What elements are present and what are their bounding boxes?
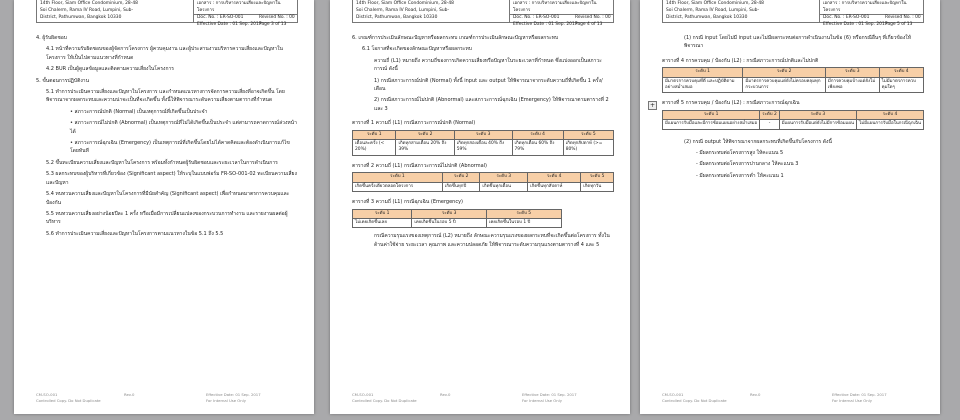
paragraph: 4.2 BUR เป็นผู้ดูแลข้อมูลและติดตามความเสี่ยงในโครงการ [46, 66, 174, 73]
paragraph: 5.5 ทบทวนความเสี่ยงอย่างน้อยปีละ 1 ครั้ง หรือเมื่อมีการเปลี่ยนแปลงของกระบวนการทำงาน และรายงานผลต่อผู้บริหาร [46, 210, 288, 226]
table-header-cell: ระดับ 4 [512, 130, 563, 139]
paragraph: 5.3 ผลกระทบของผู้บริหารที่เกี่ยวข้อง (Significant aspect) ให้ระบุในแบบฟอร์ม FR-SO-001-02 ทะเบียนความเสี่ยงและปัญหา [46, 171, 297, 186]
control-table-emergency [662, 110, 924, 130]
doc-number: Doc. No. : ER-SO-001 Effective Date : 01 Sep. 2017 [197, 15, 262, 27]
table-header-cell: ระดับ 4 [528, 173, 581, 182]
table-header-cell: ระดับ 3 [454, 130, 512, 139]
frequency-table-normal [352, 130, 614, 156]
table-header-cell: ระดับ 1 [353, 130, 396, 139]
table-header-cell: ระดับ 1 [353, 173, 443, 182]
table-header-cell: ระดับ 3 [480, 173, 528, 182]
document-page-3: 14th Floor, Siam Office Condominium, 28-48 Soi Chalerm, Rama IV Road, Lumpini, Sub- District, Pathumwan, Bangkok 10330 เอกสาร : การบริหารความเสี่ยงและปัญหาในโครงการ Doc. No. : ER-SO-001 Effective Date : 01 Sep. 2017 Revised No. : 00 Page 5 of 13 (1) กรณี input โดยไม่มี input และไม่มีผลกระทบต่อการดำเนินงานในข้อ (6) หรือกรณีอื่นๆ ที่เกี่ยวข้องให้พิจารณา ตารางที่ 4 การควบคุม / ป้องกัน (L2) : กรณีสภาวะการณ์ปกติและไม่ปกติ ระดับ 1 ระดับ 2 ระดับ 3 ระดับ 4 มีมาตรการควบคุมที่ดี และปฏิบัติตามอย่างสม่ำเสมอ มีมาตรการควบคุมแต่ยังไม่ครอบคลุมทุกกระบวนการ มีการควบคุมบ้างแต่ยังไม่เพียงพอ ไม่มีมาตรการควบคุมใดๆ + ตารางที่ 5 การควบคุม / ป้องกัน (L2) : กรณีสภาวะการณ์ฉุกเฉิน ระดับ 1 ระดับ 2 ระดับ 3 ระดับ 4 มีแผนการรับมือและมีการซ้อมแผนอย่างสม่ำเสมอ - มีแผนการรับมือแต่ยังไม่มีการซ้อมแผน ไม่มีแผนการรับมือในกรณีฉุกเฉิน (2) กรณี output ให้พิจารณาจากผลกระทบที่เกิดขึ้นกับโครงการ ดังนี้ - มีผลกระทบต่อโครงการสูง ให้คะแนน 5 - มีผลกระทบต่อโครงการปานกลาง ให้คะแนน 3 - มีผลกระทบต่อโครงการต่ำ ให้คะแนน 1 CM-SO-001 Controlled Copy. Do Not Duplicate Rev.0 Effective Date: 01 Sep. 2017 For Internal Use Only [640, 0, 940, 414]
section-heading: 5. ขั้นตอนการปฏิบัติงาน [36, 77, 90, 84]
frequency-table-emergency [352, 209, 562, 229]
paragraph: ความถี่ (L1) หมายถึง ความถี่ของการเกิดความเสี่ยงหรือปัญหาในระยะเวลาที่กำหนด ซึ่งแบ่งออกเป็นสภาวะการณ์ ดังนี้ [374, 57, 602, 73]
company-address-line: District, Pathumwan, Bangkok 10330 [666, 15, 748, 20]
table-cell: เกิดทุกสองเดือน 40% ถึง 59% [454, 140, 512, 156]
table-cell: เกิดขึ้นทุกเดือน [480, 182, 528, 191]
table-cell: ไม่มีแผนการรับมือในกรณีฉุกเฉิน [857, 120, 924, 129]
page-header [662, 0, 924, 27]
table-cell: มีมาตรการควบคุมที่ดี และปฏิบัติตามอย่างสม่ำเสมอ [663, 77, 743, 93]
table-header-cell: ระดับ 5 [486, 209, 561, 218]
bullet-item: - มีผลกระทบต่อโครงการปานกลาง ให้คะแนน 3 [696, 161, 799, 168]
company-address-line: 14th Floor, Siam Office Condominium, 28-48 [40, 1, 138, 6]
table-cell: มีแผนการรับมือและมีการซ้อมแผนอย่างสม่ำเสมอ [663, 120, 760, 129]
document-title: เอกสาร : การบริหารความเสี่ยงและปัญหาในโครงการ [513, 1, 597, 13]
table-caption: ตารางที่ 3 ความถี่ (L1) กรณีฉุกเฉิน (Emergency) [352, 199, 463, 206]
table-cell: เกิดขึ้นทุกปี [442, 182, 480, 191]
section-heading: 6. เกณฑ์การประเมินลักษณะปัญหาหรือผลกระทบ เกณฑ์การประเมินลักษณะปัญหาหรือผลกระทบ [352, 35, 559, 41]
list-item: (1) กรณี input โดยไม่มี input และไม่มีผลกระทบต่อการดำเนินงานในข้อ (6) หรือกรณีอื่นๆ ที่เกี่ยวข้องให้พิจารณา [684, 35, 911, 50]
page-body [352, 34, 614, 252]
table-cell: มีมาตรการควบคุมแต่ยังไม่ครอบคลุมทุกกระบวนการ [743, 77, 826, 93]
table-header-cell: ระดับ 2 [396, 130, 454, 139]
paragraph: 5.2 ขึ้นทะเบียนความเสี่ยงและปัญหาในโครงการ พร้อมทั้งกำหนดผู้รับผิดชอบและระยะเวลาในการดำเนินการ [46, 159, 278, 166]
list-item: (2) กรณี output ให้พิจารณาจากผลกระทบที่เกิดขึ้นกับโครงการ ดังนี้ [684, 138, 832, 145]
table-header-cell: ระดับ 3 [412, 209, 487, 218]
bullet-item: • สภาวะการณ์ฉุกเฉิน (Emergency) เป็นเหตุการณ์ที่เกิดขึ้นโดยไม่ได้คาดคิดและต้องดำเนินการแก้ไขโดยทันที [70, 140, 290, 155]
table-row [663, 120, 924, 129]
table-row [353, 140, 614, 156]
table-caption: ตารางที่ 2 ความถี่ (L1) กรณีสภาวะการณ์ไม่ปกติ (Abnormal) [352, 162, 487, 169]
document-title: เอกสาร : การบริหารความเสี่ยงและปัญหาในโครงการ [197, 1, 281, 13]
doc-number: Doc. No. : ER-SO-001 Effective Date : 01 Sep. 2017 [823, 15, 888, 27]
table-cell: เกิดขึ้นทุกสัปดาห์ [528, 182, 581, 191]
list-item: 1) กรณีสภาวะการณ์ปกติ (Normal) ทั้งนี้ input และ output ให้พิจารณาจากระดับความถี่ที่เกิดขึ้น 1 ครั้ง/เดือน [374, 77, 603, 93]
table-header-cell: ระดับ 2 [442, 173, 480, 182]
revision-info: Revised No. : 00 Page 3 of 13 [259, 15, 295, 27]
company-address-line: District, Pathumwan, Bangkok 10330 [356, 15, 438, 20]
paragraph: 5.6 ทำการประเมินความเสี่ยงและปัญหาในโครงการตามแนวทางในข้อ 5.1 ถึง 5.5 [46, 230, 224, 237]
subsection-heading: 6.1 โอกาสที่จะเกิดของลักษณะปัญหาหรือผลกระทบ [362, 46, 472, 53]
table-cell: ไม่มีมาตรการควบคุมใดๆ [879, 77, 923, 93]
revision-info: Revised No. : 00 Page 4 of 13 [575, 15, 611, 27]
document-page-1: 14th Floor, Siam Office Condominium, 28-48 Soi Chalerm, Rama IV Road, Lumpini, Sub- District, Pathumwan, Bangkok 10330 เอกสาร : การบริหารความเสี่ยงและปัญหาในโครงการ Doc. No. : ER-SO-001 Effective Date : 01 Sep. 2017 Revised No. : 00 Page 3 of 13 4. ผู้รับผิดชอบ 4.1 หน้าที่ความรับผิดชอบของผู้จัดการโครงการ ผู้ควบคุมงาน และผู้ประสานงานบริหารความเสี่ยงและปัญหาในโครงการ ให้เป็นไปตามแนวทางที่กำหนด 4.2 BUR เป็นผู้ดูแลข้อมูลและติดตามความเสี่ยงในโครงการ 5. ขั้นตอนการปฏิบัติงาน 5.1 ทำการประเมินความเสี่ยงและปัญหาในโครงการ และกำหนดแนวทางการจัดการความเสี่ยงที่อาจเกิดขึ้น โดยพิจารณาจากผลกระทบและความน่าจะเป็นที่จะเกิดขึ้น ทั้งนี้ให้พิจารณาระดับความเสี่ยงตามตารางที่กำหนด • สภาวะการณ์ปกติ (Normal) เป็นเหตุการณ์ที่เกิดขึ้นเป็นประจำ • สภาวะการณ์ไม่ปกติ (Abnormal) เป็นเหตุการณ์ที่ไม่ได้เกิดขึ้นเป็นประจำ แต่สามารถคาดการณ์ล่วงหน้าได้ • สภาวะการณ์ฉุกเฉิน (Emergency) เป็นเหตุการณ์ที่เกิดขึ้นโดยไม่ได้คาดคิดและต้องดำเนินการแก้ไขโดยทันที 5.2 ขึ้นทะเบียนความเสี่ยงและปัญหาในโครงการ พร้อมทั้งกำหนดผู้รับผิดชอบและระยะเวลาในการดำเนินการ 5.3 ผลกระทบของผู้บริหารที่เกี่ยวข้อง (Significant aspect) ให้ระบุในแบบฟอร์ม FR-SO-001-02 ทะเบียนความเสี่ยงและปัญหา 5.4 ทบทวนความเสี่ยงและปัญหาในโครงการที่มีนัยสำคัญ (Significant aspect) เพื่อกำหนดมาตรการควบคุมและป้องกัน 5.5 ทบทวนความเสี่ยงอย่างน้อยปีละ 1 ครั้ง หรือเมื่อมีการเปลี่ยนแปลงของกระบวนการทำงาน และรายงานผลต่อผู้บริหาร 5.6 ทำการประเมินความเสี่ยงและปัญหาในโครงการตามแนวทางในข้อ 5.1 ถึง 5.5 CM-SO-001 Controlled Copy. Do Not Duplicate Rev.0 Effective Date: 01 Sep. 2017 For Internal Use Only [14, 0, 314, 414]
table-cell: เดือนละครั้ง (< 20%) [353, 140, 396, 156]
control-table-normal [662, 67, 924, 93]
table-row [663, 77, 924, 93]
table-header-cell: ระดับ 4 [857, 110, 924, 119]
page-header [36, 0, 298, 27]
company-address-line: 14th Floor, Siam Office Condominium, 28-48 [666, 1, 764, 6]
bullet-item: • สภาวะการณ์ไม่ปกติ (Abnormal) เป็นเหตุการณ์ที่ไม่ได้เกิดขึ้นเป็นประจำ แต่สามารถคาดการณ์ล่วงหน้าได้ [70, 120, 297, 135]
page-body [649, 34, 924, 183]
table-header-cell: ระดับ 1 [663, 68, 743, 77]
table-cell: เกิดทุกเดือน 60% ถึง 79% [512, 140, 563, 156]
section-heading: 4. ผู้รับผิดชอบ [36, 35, 67, 41]
company-address-line: Soi Chalerm, Rama IV Road, Lumpini, Sub- [356, 8, 450, 13]
table-header-cell: ระดับ 4 [879, 68, 923, 77]
table-cell: มีแผนการรับมือแต่ยังไม่มีการซ้อมแผน [779, 120, 856, 129]
paragraph: 4.1 หน้าที่ความรับผิดชอบของผู้จัดการโครงการ ผู้ควบคุมงาน และผู้ประสานงานบริหารความเสี่ยงและปัญหาในโครงการ ให้เป็นไปตามแนวทางที่กำหนด [46, 46, 283, 61]
table-header-cell: ระดับ 5 [581, 173, 614, 182]
table-cell: เกิดทุกวัน [581, 182, 614, 191]
table-header-cell: ระดับ 3 [825, 68, 879, 77]
page-header [352, 0, 614, 27]
table-header-cell: ระดับ 5 [563, 130, 613, 139]
table-header-cell: ระดับ 3 [779, 110, 856, 119]
paragraph: 5.1 ทำการประเมินความเสี่ยงและปัญหาในโครงการ และกำหนดแนวทางการจัดการความเสี่ยงที่อาจเกิดขึ้น โดยพิจารณาจากผลกระทบและความน่าจะเป็นที่จะเกิดขึ้น ทั้งนี้ให้พิจารณาระดับความเสี่ยงตามตารางที่กำหนด [46, 89, 285, 104]
table-header-cell: ระดับ 1 [353, 209, 412, 218]
table-cell: เกิดทุกสัปดาห์ (>= 80%) [563, 140, 613, 156]
table-header-cell: ระดับ 2 [760, 110, 780, 119]
document-title: เอกสาร : การบริหารความเสี่ยงและปัญหาในโครงการ [823, 1, 907, 13]
company-address-line: Soi Chalerm, Rama IV Road, Lumpini, Sub- [666, 8, 760, 13]
table-caption: ตารางที่ 5 การควบคุม / ป้องกัน (L2) : กรณีสภาวะการณ์ฉุกเฉิน [662, 100, 800, 107]
bullet-item: • สภาวะการณ์ปกติ (Normal) เป็นเหตุการณ์ที่เกิดขึ้นเป็นประจำ [70, 108, 208, 115]
company-address-line: Soi Chalerm, Rama IV Road, Lumpini, Sub- [40, 8, 134, 13]
doc-number: Doc. No. : ER-SO-001 Effective Date : 01 Sep. 2017 [513, 15, 578, 27]
paragraph: 5.4 ทบทวนความเสี่ยงและปัญหาในโครงการที่มีนัยสำคัญ (Significant aspect) เพื่อกำหนดมาตรการควบคุมและป้องกัน [46, 191, 290, 206]
table-cell: เคยเกิดขึ้นในรอบ 5 ปี [412, 218, 487, 227]
paragraph: กรณีความรุนแรงของเหตุการณ์ (L2) หมายถึง ลักษณะความรุนแรงของผลกระทบที่จะเกิดขึ้นต่อโครงการ ทั้งในด้านค่าใช้จ่าย ระยะเวลา คุณภาพ และความปลอดภัย ให้พิจารณาระดับความรุนแรงตามตารางที่ 4 และ 5 [374, 233, 610, 248]
table-cell: มีการควบคุมบ้างแต่ยังไม่เพียงพอ [825, 77, 879, 93]
bullet-item: - มีผลกระทบต่อโครงการสูง ให้คะแนน 5 [696, 150, 784, 157]
revision-info: Revised No. : 00 Page 5 of 13 [885, 15, 921, 27]
table-move-handle-icon[interactable]: + [649, 102, 656, 110]
table-cell: เกิดทุกสามเดือน 20% ถึง 39% [396, 140, 454, 156]
table-row [353, 218, 562, 227]
table-caption: ตารางที่ 4 การควบคุม / ป้องกัน (L2) : กรณีสภาวะการณ์ปกติและไม่ปกติ [662, 57, 819, 64]
table-cell: ไม่เคยเกิดขึ้นเลย [353, 218, 412, 227]
bullet-item: - มีผลกระทบต่อโครงการต่ำ ให้คะแนน 1 [696, 172, 784, 179]
company-address-line: 14th Floor, Siam Office Condominium, 28-48 [356, 1, 454, 6]
table-cell: เคยเกิดขึ้นในรอบ 1 ปี [486, 218, 561, 227]
table-cell: - [760, 120, 780, 129]
frequency-table-abnormal [352, 172, 614, 192]
table-cell: เกิดขึ้นครั้งเดียวตลอดโครงการ [353, 182, 443, 191]
company-address-line: District, Pathumwan, Bangkok 10330 [40, 15, 122, 20]
table-caption: ตารางที่ 1 ความถี่ (L1) กรณีสภาวะการณ์ปกติ (Normal) [352, 120, 476, 127]
table-header-cell: ระดับ 1 [663, 110, 760, 119]
document-page-2: 14th Floor, Siam Office Condominium, 28-48 Soi Chalerm, Rama IV Road, Lumpini, Sub- District, Pathumwan, Bangkok 10330 เอกสาร : การบริหารความเสี่ยงและปัญหาในโครงการ Doc. No. : ER-SO-001 Effective Date : 01 Sep. 2017 Revised No. : 00 Page 4 of 13 6. เกณฑ์การประเมินลักษณะปัญหาหรือผลกระทบ เกณฑ์การประเมินลักษณะปัญหาหรือผลกระทบ 6.1 โอกาสที่จะเกิดของลักษณะปัญหาหรือผลกระทบ ความถี่ (L1) หมายถึง ความถี่ของการเกิดความเสี่ยงหรือปัญหาในระยะเวลาที่กำหนด ซึ่งแบ่งออกเป็นสภาวะการณ์ ดังนี้ 1) กรณีสภาวะการณ์ปกติ (Normal) ทั้งนี้ input และ output ให้พิจารณาจากระดับความถี่ที่เกิดขึ้น 1 ครั้ง/เดือน 2) กรณีสภาวะการณ์ไม่ปกติ (Abnormal) และสภาวะการณ์ฉุกเฉิน (Emergency) ให้พิจารณาตามตารางที่ 2 และ 3 ตารางที่ 1 ความถี่ (L1) กรณีสภาวะการณ์ปกติ (Normal) ระดับ 1 ระดับ 2 ระดับ 3 ระดับ 4 ระดับ 5 เดือนละครั้ง (< 20%) เกิดทุกสามเดือน 20% ถึง 39% เกิดทุกสองเดือน 40% ถึง 59% เกิดทุกเดือน 60% ถึง 79% เกิดทุกสัปดาห์ (>= 80%) ตารางที่ 2 ความถี่ (L1) กรณีสภาวะการณ์ไม่ปกติ (Abnormal) ระดับ 1 ระดับ 2 ระดับ 3 ระดับ 4 ระดับ 5 เกิดขึ้นครั้งเดียวตลอดโครงการ เกิดขึ้นทุกปี เกิดขึ้นทุกเดือน เกิดขึ้นทุกสัปดาห์ เกิดทุกวัน ตารางที่ 3 ความถี่ (L1) กรณีฉุกเฉิน (Emergency) ระดับ 1 ระดับ 3 ระดับ 5 ไม่เคยเกิดขึ้นเลย เคยเกิดขึ้นในรอบ 5 ปี เคยเกิดขึ้นในรอบ 1 ปี กรณีความรุนแรงของเหตุการณ์ (L2) หมายถึง ลักษณะความรุนแรงของผลกระทบที่จะเกิดขึ้นต่อโครงการ ทั้งในด้านค่าใช้จ่าย ระยะเวลา คุณภาพ และความปลอดภัย ให้พิจารณาระดับความรุนแรงตามตารางที่ 4 และ 5 CM-SO-001 Controlled Copy. Do Not Duplicate Rev.0 Effective Date: 01 Sep. 2017 For Internal Use Only [330, 0, 630, 414]
table-header-cell: ระดับ 2 [743, 68, 826, 77]
page-body [36, 34, 298, 241]
list-item: 2) กรณีสภาวะการณ์ไม่ปกติ (Abnormal) และสภาวะการณ์ฉุกเฉิน (Emergency) ให้พิจารณาตามตารางที่ 2 และ 3 [374, 97, 609, 112]
table-row [353, 182, 614, 191]
